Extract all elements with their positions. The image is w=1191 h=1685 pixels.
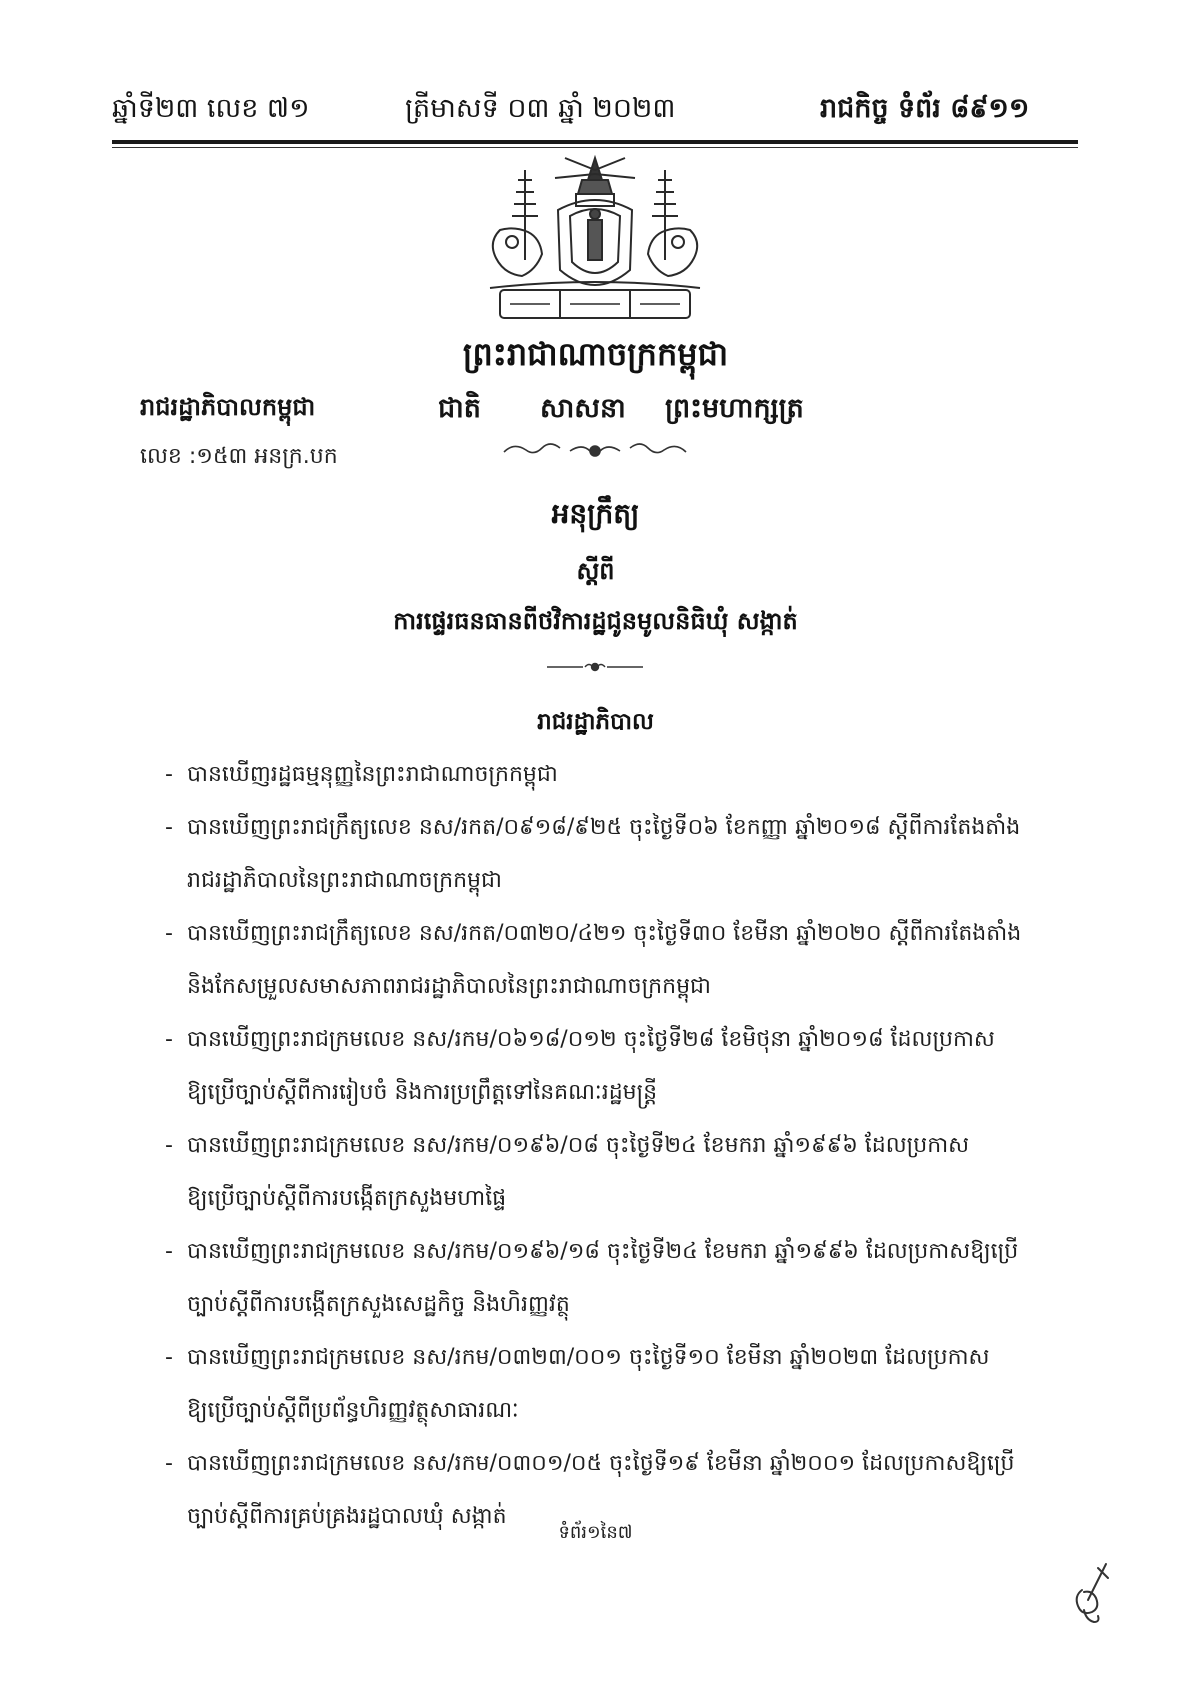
gazette-quarter: ត្រីមាសទី ០៣ ឆ្នាំ ២០២៣ — [405, 93, 676, 124]
motto-nation: ជាតិ — [438, 393, 481, 424]
motto-religion: សាសនា — [540, 393, 626, 424]
kingdom-title: ព្រះរាជាណាចក្រកម្ពុជា — [462, 335, 729, 373]
list-dash: - — [165, 921, 173, 946]
subject-divider-icon — [545, 660, 645, 674]
list-dash: - — [165, 762, 173, 787]
reference-item: - បានឃើញព្រះរាជក្រឹត្យលេខ នស/រកត/០៣២០/៤២១ ចុះថ្ងៃទី៣០ ខែមីនា ឆ្នាំ២០២០ ស្តីពីការតែងតាំង និងកែសម្រួលសមាសភាពរាជរដ្ឋាភិបាលនៃព្រះរាជាណាចក្រកម្ពុជា — [165, 907, 1045, 1013]
reference-item: - បានឃើញព្រះរាជក្រមលេខ នស/រកម/០៣០១/០៥ ចុះថ្ងៃទី១៩ ខែមីនា ឆ្នាំ២០០១ ដែលប្រកាសឱ្យប្រើ ច្បាប់ស្តីពីការគ្រប់គ្រងរដ្ឋបាលឃុំ សង្កាត់ — [165, 1437, 1045, 1543]
list-dash: - — [165, 1451, 173, 1476]
document-about: ស្តីពី — [576, 557, 615, 585]
document-type: អនុក្រឹត្យ — [551, 497, 640, 530]
reference-item: - បានឃើញរដ្ឋធម្មនុញ្ញនៃព្រះរាជាណាចក្រកម្ពុជា — [165, 748, 1045, 801]
royal-emblem-icon — [470, 150, 720, 330]
motto-king: ព្រះមហាក្សត្រ — [665, 393, 804, 424]
reference-item: - បានឃើញព្រះរាជក្រឹត្យលេខ នស/រកត/០៩១៨/៩២៥ ចុះថ្ងៃទី០៦ ខែកញ្ញា ឆ្នាំ២០១៨ ស្តីពីការតែងតាំង រាជរដ្ឋាភិបាលនៃព្រះរាជាណាចក្រកម្ពុជា — [165, 801, 1045, 907]
list-dash: - — [165, 1027, 173, 1052]
reference-item: - បានឃើញព្រះរាជក្រមលេខ នស/រកម/០១៩៦/១៨ ចុះថ្ងៃទី២៤ ខែមករា ឆ្នាំ១៩៩៦ ដែលប្រកាសឱ្យប្រើ ច្បាប់ស្តីពីការបង្កើតក្រសួងសេដ្ឋកិច្ច និងហិរញ្ញវត្ថុ — [165, 1225, 1045, 1331]
list-dash: - — [165, 1239, 173, 1264]
ministry-name: រាជរដ្ឋាភិបាលកម្ពុជា — [140, 393, 316, 421]
gazette-issue: ឆ្នាំទី២៣ លេខ ៧១ — [112, 93, 310, 124]
list-dash: - — [165, 1133, 173, 1158]
header-rule-thin — [112, 147, 1078, 148]
ornament-divider-icon — [500, 440, 690, 462]
decree-number: លេខ :១៥៣ អនក្រ.បក — [140, 444, 338, 469]
header-rule — [112, 140, 1078, 144]
page-number: ទំព័រ១នៃ៧ — [558, 1522, 633, 1543]
initials-signature-icon — [1068, 1560, 1114, 1626]
gazette-page: រាជកិច្ច ទំព័រ ៨៩១១ — [820, 93, 1030, 124]
document-subject: ការផ្ទេរធនធានពីថវិការដ្ឋជូនមូលនិធិឃុំ សង្កាត់ — [393, 607, 798, 635]
reference-item: - បានឃើញព្រះរាជក្រមលេខ នស/រកម/០៦១៨/០១២ ចុះថ្ងៃទី២៨ ខែមិថុនា ឆ្នាំ២០១៨ ដែលប្រកាស ឱ្យប្រើច្បាប់ស្តីពីការរៀបចំ និងការប្រព្រឹត្តទៅនៃគណៈរដ្ឋមន្ត្រី — [165, 1013, 1045, 1119]
authority-heading: រាជរដ្ឋាភិបាល — [537, 709, 654, 735]
list-dash: - — [165, 1345, 173, 1370]
reference-item: - បានឃើញព្រះរាជក្រមលេខ នស/រកម/០១៩៦/០៨ ចុះថ្ងៃទី២៤ ខែមករា ឆ្នាំ១៩៩៦ ដែលប្រកាស ឱ្យប្រើច្បាប់ស្តីពីការបង្កើតក្រសួងមហាផ្ទៃ — [165, 1119, 1045, 1225]
list-dash: - — [165, 815, 173, 840]
reference-item: - បានឃើញព្រះរាជក្រមលេខ នស/រកម/០៣២៣/០០១ ចុះថ្ងៃទី១០ ខែមីនា ឆ្នាំ២០២៣ ដែលប្រកាស ឱ្យប្រើច្បាប់ស្តីពីប្រព័ន្ធហិរញ្ញវត្ថុសាធារណៈ — [165, 1331, 1045, 1437]
